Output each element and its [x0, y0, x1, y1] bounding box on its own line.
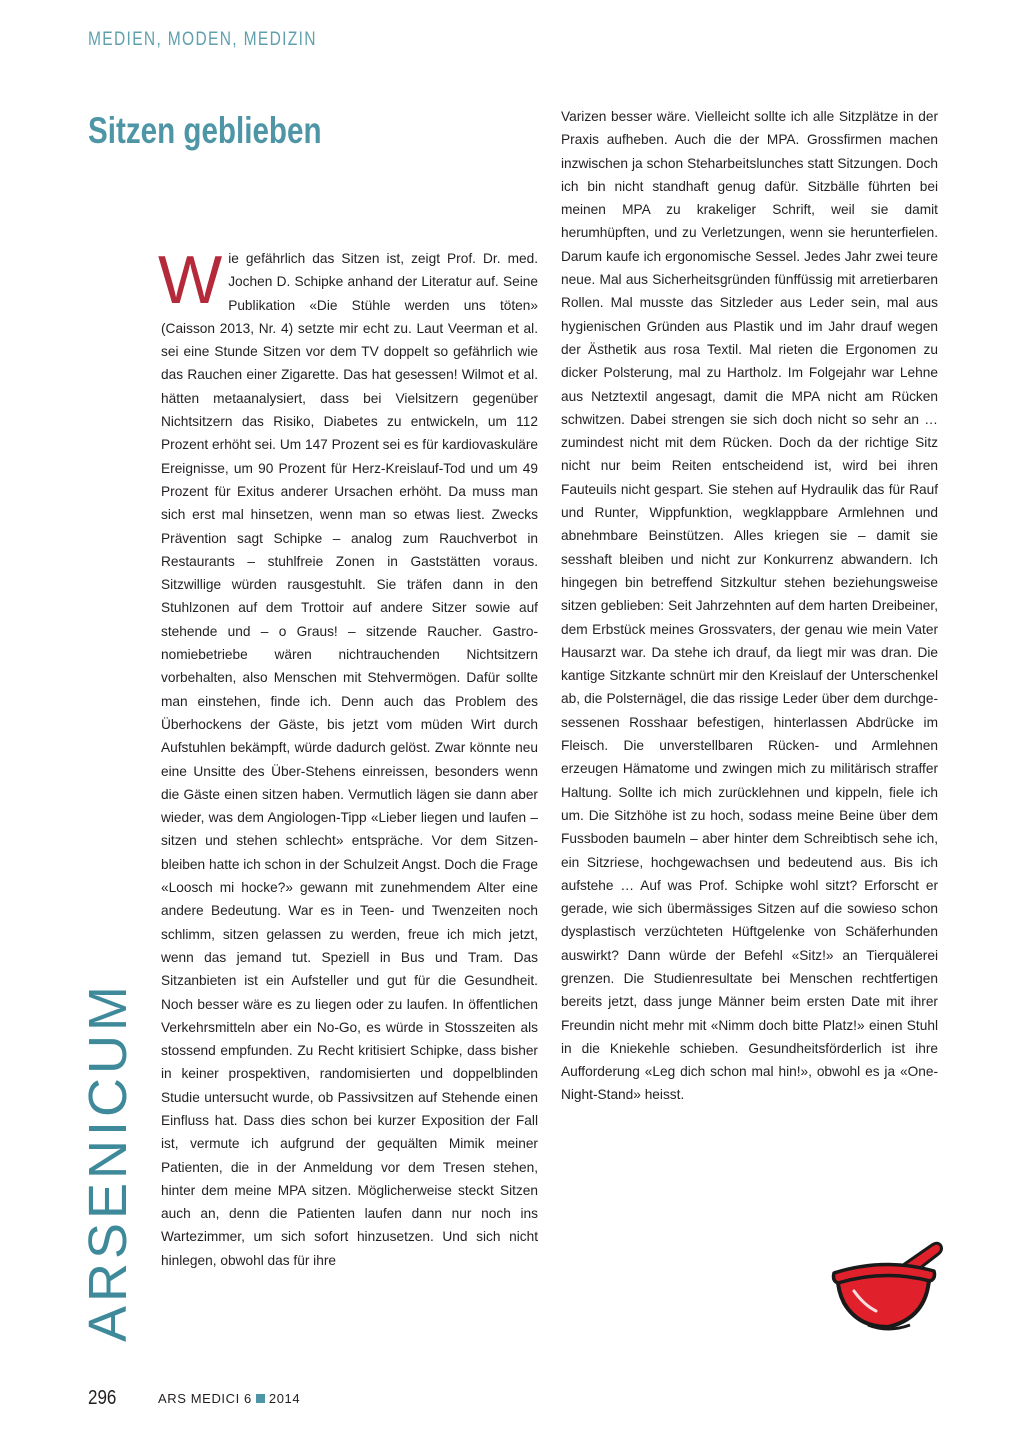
- page-number: 296: [88, 1387, 117, 1409]
- article-column-right: [561, 105, 938, 1107]
- article-title: Sitzen geblieben: [88, 110, 322, 151]
- square-separator-icon: [256, 1394, 265, 1403]
- article-column-left: [158, 242, 538, 1272]
- publication-name: ARS MEDICI 6: [158, 1391, 252, 1406]
- drop-cap: W: [158, 242, 223, 318]
- publication-footer: [158, 1391, 300, 1406]
- publication-year: 2014: [268, 1391, 301, 1406]
- column-label-vertical: ARSENICUM: [78, 981, 138, 1342]
- mortar-and-pestle-icon: [824, 1235, 944, 1335]
- section-label: MEDIEN, MODEN, MEDIZIN: [88, 29, 317, 50]
- right-column-text: Varizen besser wäre. Vielleicht sollte ich alle Sitzplätze in der Praxis aufheben. Auch die der MPA. Grossfirmen machen inzwischen ja schon Steharbeitslunches statt Sitzungen. Doch ich bin nicht standhaft genug dafür. Sitzbälle führten bei meinen MPA zu krakeliger Schrift, weil sie damit herumhüpften, und zu Verletzungen, wenn sie herunterfielen. Darum kaufe ich ergonomische Sessel. Jedes Jahr zwei teure neue. Mal aus Sicherheitsgründen fünffüssig mit arretierbaren Rollen. Mal musste das Sitzleder aus Leder sein, mal aus hygienischen Gründen aus Plastik und im Jahr drauf wegen der Ästhetik aus rosa Textil. Mal rieten die Ergonomen zu dicker Polsterung, mal zu Hartholz. Im Folgejahr war Lehne aus Netztextil angesagt, damit die MPA nicht am Rücken schwitzen. Dabei strengen sie sich doch nicht so sehr an … zumindest nicht mit dem Rücken. Doch da der richtige Sitz nicht nur beim Reiten entscheidend ist, wird bei ihren Fauteuils nicht gespart. Sie stehen auf Hydraulik das für Rauf und Runter, Wippfunktion, wegklappbare Armlehnen und abnehmbare Beinstützen. Alles kriegen sie – damit sie sesshaft bleiben und nicht zur Konkurrenz abwandern. Ich hingegen bin betreffend Sitzkultur stehen beziehungsweise sitzen geblieben: Seit Jahrzehnten auf dem harten Dreibeiner, dem Erbstück meines Grossvaters, der genau wie mein Vater Hausarzt war. Da stehe ich drauf, da liegt mir was dran. Die kantige Sitzkante schnürt mir den Kreislauf der Unterschenkel ab, die Polsternägel, die das rissige Leder über dem durchgesessenen Rosshaar befestigen, hinterlassen Abdrücke im Fleisch. Die unverstellbaren Rücken- und Armlehnen erzeugen Hämatome und zwingen mich zu militärisch straffer Haltung. Sollte ich mich zurücklehnen und kippeln, fiele ich um. Die Sitzhöhe ist zu hoch, sodass meine Beine über dem Fussboden baumeln – aber hinter dem Schreibtisch sehe ich, ein Sitzriese, hochgewachsen und bedeutend aus. Bis ich aufstehe … Auf was Prof. Schipke wohl sitzt? Erforscht er gerade, wie sich übermässiges Sitzen auf die sowieso schon dysplastisch verzüchteten Hüftgelenke von Schäferhunden auswirkt? Dann würde der Befehl «Sitz!» an Tierquälerei grenzen. Die Studienresultate bei Menschen rechtfertigen bereits jetzt, dass junge Männer beim ersten Date mit ihrer Freundin nicht mehr mit «Nimm doch bitte Platz!» einen Stuhl in die Kniekehle schieben. Gesundheitsförderlich ist ihre Aufforderung «Leg dich schon mal hin!», obwohl es ja «One-Night-Stand» heisst.: [561, 109, 938, 1103]
- left-column-text: ie gefährlich das Sitzen ist, zeigt Prof. Dr. med. Jochen D. Schipke anhand der Literatur auf. Seine Publikation «Die Stühle werden uns töten» (Caisson 2013, Nr. 4) setzte mir echt zu. Laut Veerman et al. sei eine Stunde Sitzen vor dem TV doppelt so gefährlich wie das Rauchen einer Zigarette. Das hat gesessen! Wilmot et al. hätten metaanalysiert, dass bei Vielsitzern gegenüber Nichtsitzern das Risiko, Diabetes zu entwickeln, um 112 Prozent erhöht sei. Um 147 Prozent sei es für kardiovaskuläre Ereignisse, um 90 Prozent für Herz-Kreislauf-Tod und um 49 Prozent für Exitus anderer Ursachen erhöht. Da muss man sich erst mal hinsetzen, wenn man so etwas liest. Zwecks Prävention sagt Schipke – analog zum Rauchverbot in Restaurants – stuhlfreie Zonen in Gaststätten voraus. Sitzwillige würden rausgestuhlt. Sie träfen dann in den Stuhlzonen auf dem Trottoir auf andere Sitzer sowie auf stehende und – o Graus! – sitzende Raucher. Gastronomiebetriebe wären nichtrauchenden Nichtsitzern vorbehalten, also Menschen mit Stehvermögen. Dafür sollte man einstehen, finde ich. Denn auch das Problem des Überhockens der Gäste, bis jetzt vom müden Wirt durch Aufstuhlen bekämpft, würde dadurch gelöst. Zwar könnte neu eine Unsitte des Über-Stehens einreissen, besonders wenn die Gäste einen sitzen haben. Vermutlich lägen sie dann aber wieder, was dem Angiologen-Tipp «Lieber liegen und laufen – sitzen und stehen schlecht» entspräche. Vor dem Sitzenbleiben hatte ich schon in der Schulzeit Angst. Doch die Frage «Loosch mi hocke?» gewann mit zunehmendem Alter eine andere Bedeutung. War es in Teen- und Twenzeiten noch schlimm, sitzen gelassen zu werden, freue ich mich jetzt, wenn das jemand tut. Speziell in Bus und Tram. Das Sitzanbieten ist ein Aufsteller und gut für die Gesundheit. Noch besser wäre es zu liegen oder zu laufen. In öffentlichen Verkehrsmitteln aber ein No-Go, es würde in Stosszeiten als stossend empfunden. Zu Recht kritisiert Schipke, dass bisher in keiner prospektiven, randomisierten und doppelblinden Studie untersucht wurde, ob Passivsitzen auf Stehende einen Einfluss hat. Dass dies schon bei kurzer Exposition der Fall ist, vermute ich aufgrund der gequälten Mimik meiner Patienten, die in der Anmeldung vor dem Tresen stehen, hinter dem meine MPA sitzen. Möglicherweise steckt Sitzen auch an, denn die Patienten laufen dann nur noch ins Wartezimmer, um sich sofort hinzusetzen. Und sich nicht hinlegen, obwohl das für ihre: [161, 251, 538, 1268]
